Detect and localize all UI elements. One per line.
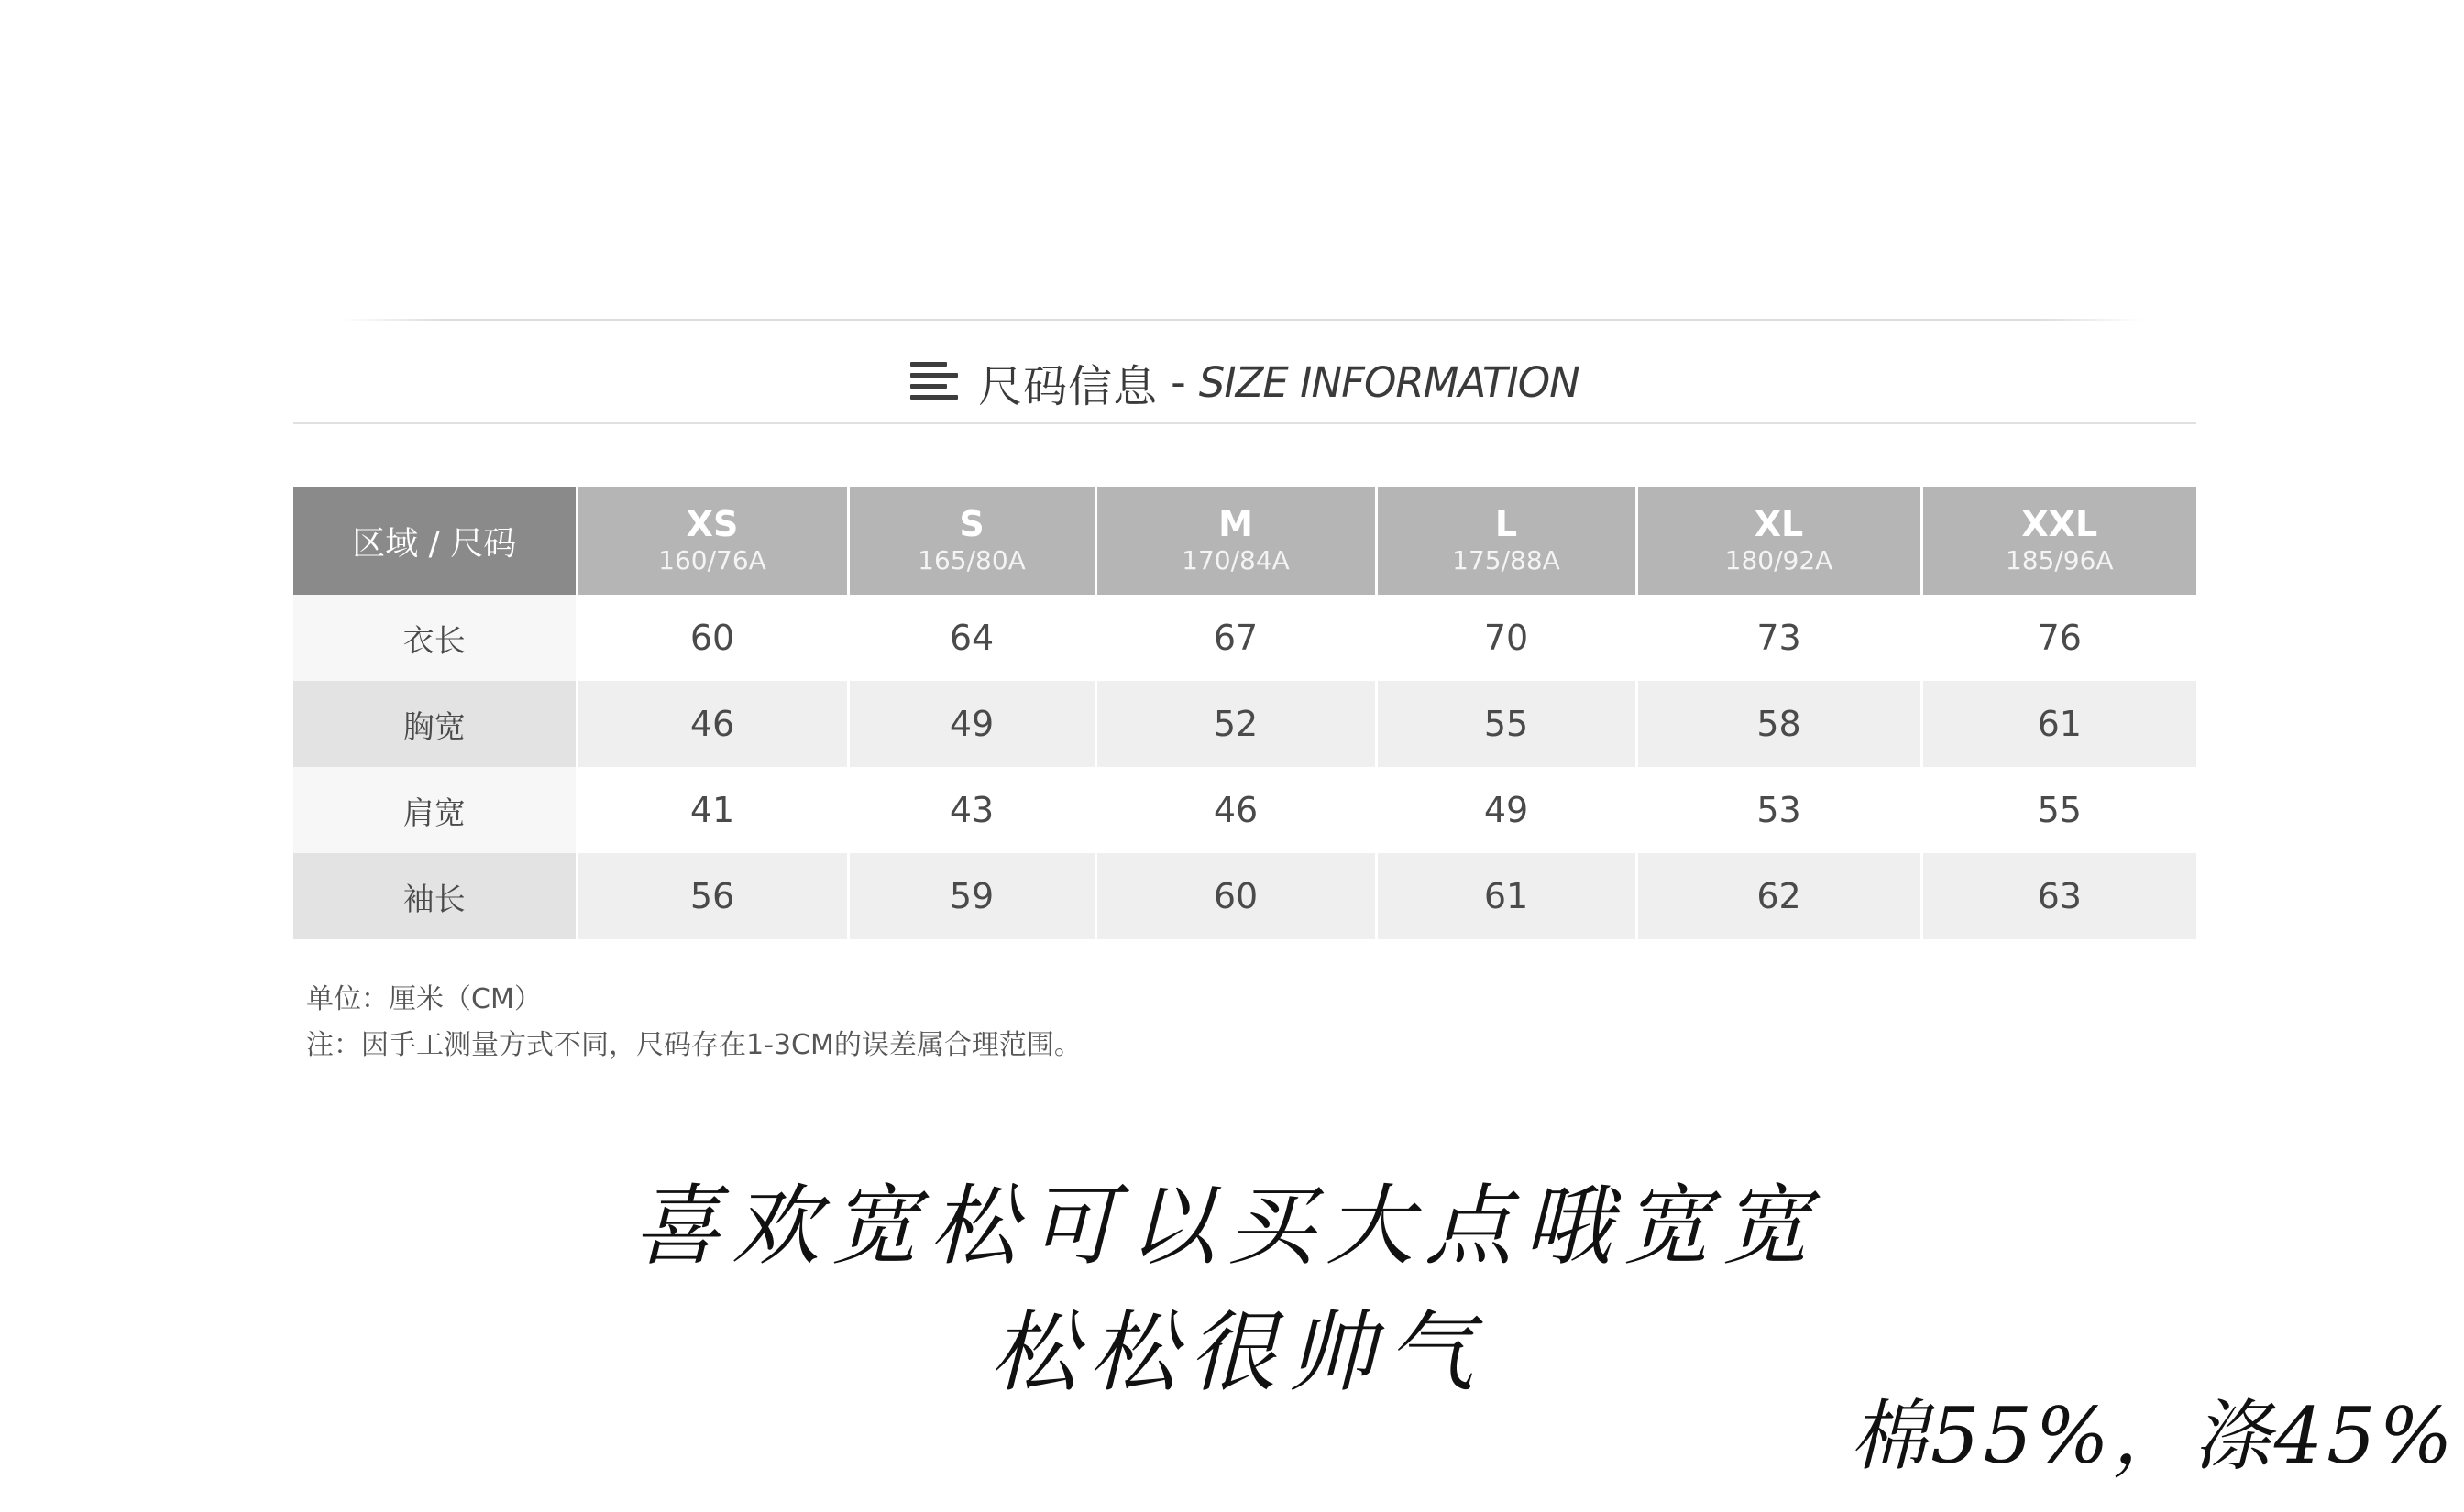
size-spec: 170/84A — [1182, 545, 1290, 575]
size-name: XXL — [2021, 504, 2098, 544]
table-cell: 53 — [1636, 767, 1921, 853]
table-cell: 67 — [1095, 595, 1376, 681]
size-chart-table — [293, 487, 2196, 939]
size-spec: 180/92A — [1724, 545, 1833, 575]
title-separator: - — [1171, 357, 1186, 407]
table-cell: 76 — [1921, 595, 2196, 681]
table-cell: 52 — [1095, 681, 1376, 767]
size-name: S — [959, 504, 984, 544]
size-header-cell — [848, 487, 1095, 595]
table-cell: 70 — [1376, 595, 1636, 681]
size-header-cell — [1636, 487, 1921, 595]
table-cell: 56 — [577, 853, 848, 939]
measurement-disclaimer: 注：因手工测量方式不同，尺码存在1-3CM的误差属合理范围。 — [306, 1029, 1082, 1061]
size-header-cell — [1095, 487, 1376, 595]
table-cell: 41 — [577, 767, 848, 853]
table-row — [293, 853, 2196, 939]
corner-header-cell: 区域 / 尺码 — [293, 487, 577, 595]
row-label: 衣长 — [293, 595, 577, 681]
table-cell: 55 — [1376, 681, 1636, 767]
size-header-cell — [1921, 487, 2196, 595]
section-title: 尺码信息 — [978, 360, 1159, 412]
table-cell: 63 — [1921, 853, 2196, 939]
table-cell: 46 — [577, 681, 848, 767]
size-spec: 160/76A — [658, 545, 766, 575]
header-divider — [293, 422, 2196, 424]
size-name: XS — [686, 504, 739, 544]
table-cell: 60 — [1095, 853, 1376, 939]
table-notes — [306, 977, 1082, 1068]
table-header-row — [293, 487, 2196, 595]
unit-note: 单位：厘米（CM） — [306, 983, 542, 1015]
table-row — [293, 767, 2196, 853]
size-info-header — [293, 341, 2196, 423]
table-cell: 61 — [1376, 853, 1636, 939]
table-cell: 62 — [1636, 853, 1921, 939]
table-row — [293, 595, 2196, 681]
row-label: 肩宽 — [293, 767, 577, 853]
handwritten-advice-line-1: 喜欢宽松可以买大点哦宽宽 — [632, 1175, 1820, 1277]
size-spec: 175/88A — [1452, 545, 1560, 575]
table-cell: 60 — [577, 595, 848, 681]
table-cell: 58 — [1636, 681, 1921, 767]
size-spec: 165/80A — [918, 545, 1026, 575]
section-subtitle: SIZE INFORMATION — [1198, 357, 1579, 407]
table-cell: 46 — [1095, 767, 1376, 853]
table-cell: 59 — [848, 853, 1095, 939]
size-spec: 185/96A — [2005, 545, 2114, 575]
size-name: L — [1494, 504, 1518, 544]
size-name: M — [1218, 504, 1253, 544]
table-cell: 64 — [848, 595, 1095, 681]
table-cell: 61 — [1921, 681, 2196, 767]
table-cell: 49 — [848, 681, 1095, 767]
size-name: XL — [1754, 504, 1804, 544]
table-row — [293, 681, 2196, 767]
handwritten-material-note: 棉55%，涤45% — [1850, 1391, 2457, 1481]
size-header-cell — [1376, 487, 1636, 595]
row-label: 胸宽 — [293, 681, 577, 767]
top-divider — [339, 319, 2145, 321]
list-icon — [910, 360, 958, 404]
row-label: 袖长 — [293, 853, 577, 939]
size-header-cell — [577, 487, 848, 595]
table-cell: 55 — [1921, 767, 2196, 853]
table-cell: 43 — [848, 767, 1095, 853]
handwritten-advice-line-2: 松松很帅气 — [990, 1301, 1485, 1404]
table-cell: 49 — [1376, 767, 1636, 853]
table-cell: 73 — [1636, 595, 1921, 681]
